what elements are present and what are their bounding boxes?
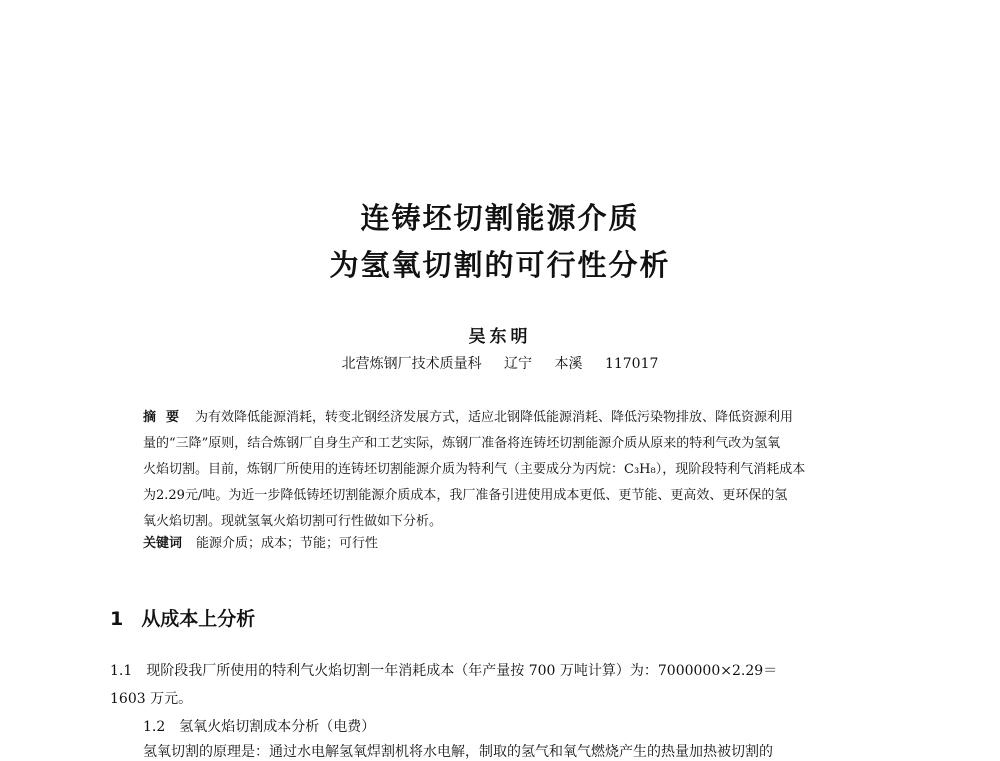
subsection-heading-1-2: 1.2 氢氧火焰切割成本分析（电费） [143,719,376,735]
section-heading [110,604,255,631]
section-number: 1 [110,608,124,630]
paragraph-1-1-line-2: 1603 万元。 [110,691,193,707]
paragraph-1-2-line-1: 氢氧切割的原理是：通过水电解氢氧焊割机将水电解，制取的氢气和氧气燃烧产生的热量加热被切割的 [143,744,773,760]
abstract-label: 摘要 [143,410,190,425]
abstract [143,405,873,535]
abstract-text: 为有效降低能源消耗，转变北钢经济发展方式，适应北钢降低能源消耗、降低污染物排放、降低资源利用 [195,410,794,425]
affiliation-province: 辽宁 [504,356,533,372]
keywords [143,532,378,551]
affiliation-postcode: 117017 [604,356,659,372]
keywords-text: 能源介质；成本；节能；可行性 [196,536,379,551]
keywords-label: 关键词 [143,536,183,551]
paper-title-line-2: 为氢氧切割的可行性分析 [329,248,671,282]
paragraph-1-1-line-1: 1.1 现阶段我厂所使用的特利气火焰切割一年消耗成本（年产量按 700 万吨计算）为：7000000×2.29＝ [110,663,778,679]
section-title: 从成本上分析 [141,608,256,630]
abstract-line: 氧火焰切割。现就氢氧火焰切割可行性做如下分析。 [143,514,443,529]
abstract-line: 为2.29元/吨。为近一步降低铸坯切割能源介质成本，我厂准备引进使用成本更低、更节能、更高效、更环保的氢 [143,488,788,503]
abstract-line [143,405,873,431]
abstract-line: 量的“三降”原则，结合炼钢厂自身生产和工艺实际，炼钢厂准备将连铸坯切割能源介质从原来的特利气改为氢氧 [143,436,781,451]
abstract-line: 火焰切割。目前，炼钢厂所使用的连铸坯切割能源介质为特利气（主要成分为丙烷：C₃H₈），现阶段特利气消耗成本 [143,462,806,477]
author-affiliation [0,353,1000,373]
paper-title-line-1: 连铸坯切割能源介质 [360,201,640,235]
affiliation-city: 本溪 [554,356,583,372]
affiliation-org: 北营炼钢厂技术质量科 [341,356,482,372]
author-name: 吴东明 [468,327,532,347]
